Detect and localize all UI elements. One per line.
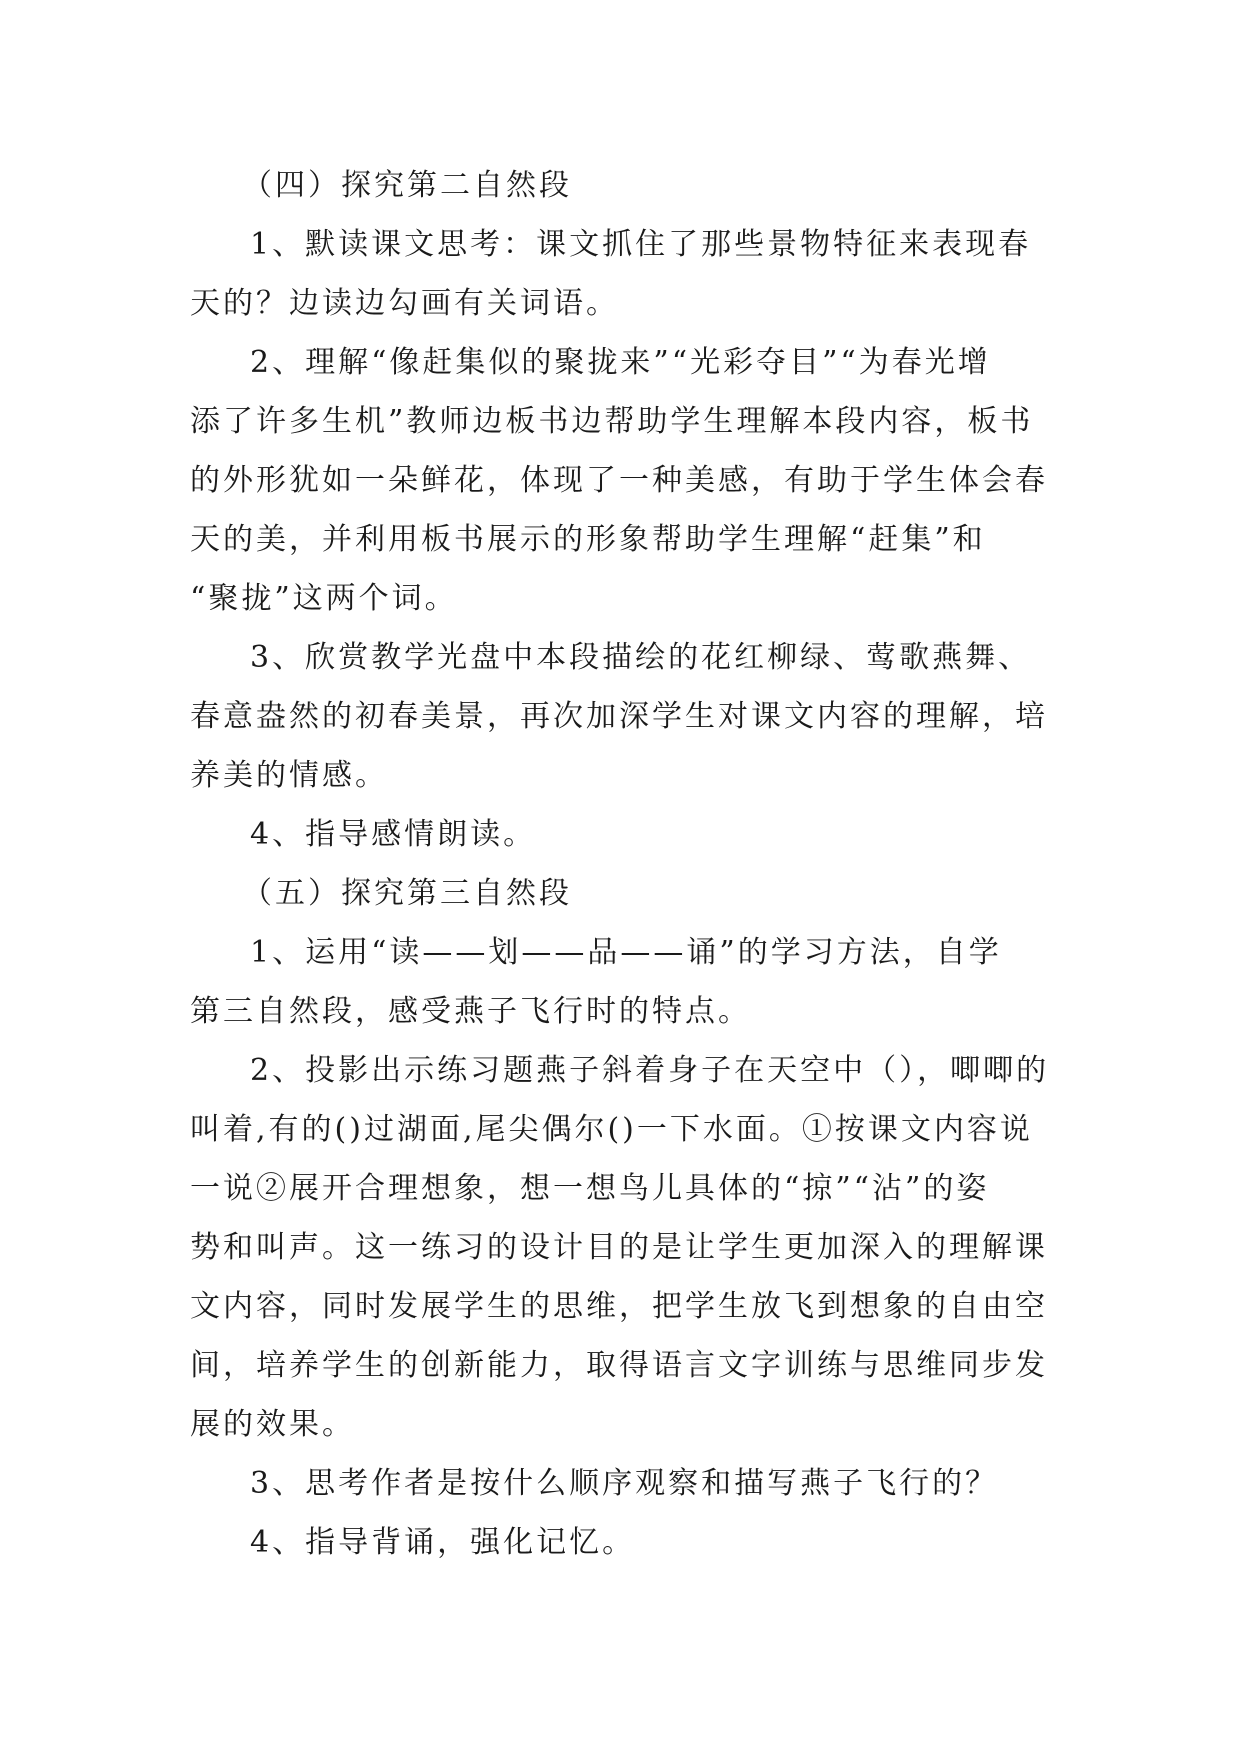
paragraph-line: 势和叫声。这一练习的设计目的是让学生更加深入的理解课 — [190, 1230, 1048, 1265]
paragraph-line: 天的美，并利用板书展示的形象帮助学生理解“赶集”和 — [190, 522, 986, 557]
paragraph-line: 文内容，同时发展学生的思维，把学生放飞到想象的自由空 — [190, 1289, 1048, 1324]
paragraph-line: 一说②展开合理想象，想一想鸟儿具体的“掠”“沾”的姿 — [190, 1171, 990, 1206]
paragraph-line: 1、运用“读——划——品——诵”的学习方法，自学 — [250, 935, 1002, 970]
section-5-paragraph-4: 4、指导背诵，强化记忆。 — [250, 1525, 636, 1560]
section-5-paragraph-2 — [190, 1041, 1052, 1454]
paragraph-line: “聚拢”这两个词。 — [190, 581, 458, 616]
paragraph-line: 的外形犹如一朵鲜花，体现了一种美感，有助于学生体会春 — [190, 463, 1048, 498]
section-4-paragraph-2 — [190, 333, 1052, 628]
section-4-paragraph-4: 4、指导感情朗读。 — [250, 817, 537, 852]
section-4-paragraph-3 — [190, 628, 1052, 805]
paragraph-line: 添了许多生机”教师边板书边帮助学生理解本段内容，板书 — [190, 404, 1034, 439]
paragraph-line: 1、默读课文思考：课文抓住了那些景物特征来表现春 — [250, 227, 1032, 262]
section-4-paragraph-1 — [190, 215, 1052, 333]
paragraph-line: 2、理解“像赶集似的聚拢来”“光彩夺目”“为春光增 — [250, 345, 991, 380]
section-5-paragraph-3: 3、思考作者是按什么顺序观察和描写燕子飞行的？ — [250, 1466, 999, 1501]
document-body — [190, 156, 1052, 1572]
paragraph-line: 间，培养学生的创新能力，取得语言文字训练与思维同步发 — [190, 1348, 1048, 1383]
section-5-paragraph-1 — [190, 923, 1052, 1041]
paragraph-line: 2、投影出示练习题燕子斜着身子在天空中（），唧唧的 — [250, 1053, 1050, 1088]
paragraph-line: 3、欣赏教学光盘中本段描绘的花红柳绿、莺歌燕舞、 — [250, 640, 1032, 675]
paragraph-line: 天的？边读边勾画有关词语。 — [190, 286, 619, 321]
section-4-heading: （四）探究第二自然段 — [242, 168, 572, 203]
paragraph-line: 春意盎然的初春美景，再次加深学生对课文内容的理解，培 — [190, 699, 1048, 734]
section-5-heading: （五）探究第三自然段 — [242, 876, 572, 911]
paragraph-line: 叫着,有的()过湖面,尾尖偶尔()一下水面。①按课文内容说 — [190, 1112, 1033, 1147]
paragraph-line: 养美的情感。 — [190, 758, 388, 793]
paragraph-line: 第三自然段，感受燕子飞行时的特点。 — [190, 994, 751, 1029]
paragraph-line: 展的效果。 — [190, 1407, 355, 1442]
